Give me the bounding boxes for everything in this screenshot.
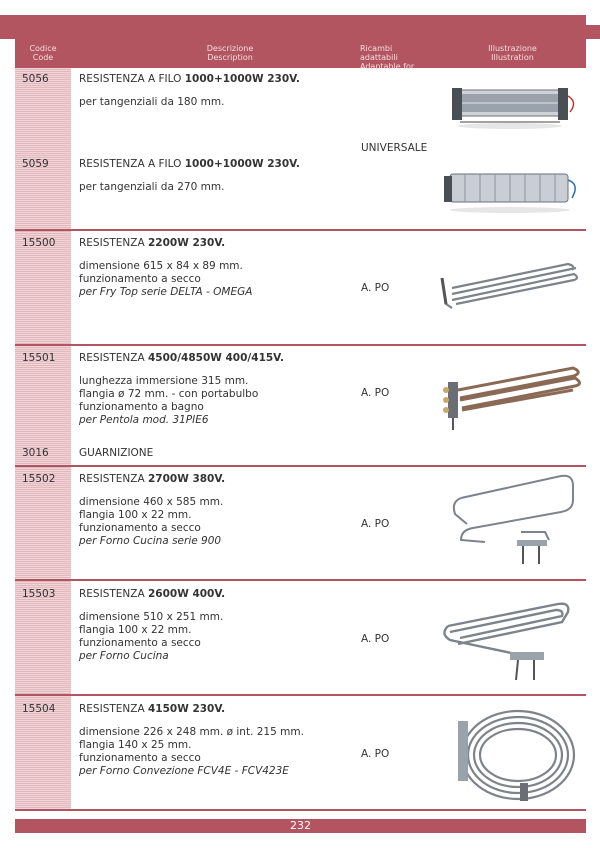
item-line: per tangenziali da 180 mm. xyxy=(79,96,225,108)
wire-heater-270-illustration xyxy=(440,164,585,216)
page-footer xyxy=(15,819,586,833)
header-code-en: Code xyxy=(32,53,54,62)
header-code xyxy=(15,44,71,62)
item-title xyxy=(79,237,354,250)
item-usage-text: per Forno Cucina xyxy=(79,650,169,662)
top-band xyxy=(0,15,600,39)
header-desc-it: Descrizione xyxy=(206,44,254,53)
title-bold: 4150W 230V. xyxy=(147,703,226,715)
item-line: funzionamento a secco xyxy=(79,637,201,649)
item-line: flangia 140 x 25 mm. xyxy=(79,739,192,751)
title-bold: 4500/4850W 400/415V. xyxy=(147,352,284,364)
title-prefix: RESISTENZA xyxy=(79,237,148,249)
item-line: dimensione 226 x 248 mm. ø int. 215 mm. xyxy=(79,726,304,738)
item-title: GUARNIZIONE xyxy=(79,447,154,459)
item-code: 3016 xyxy=(22,447,49,459)
row-separator xyxy=(15,465,586,467)
adaptable-for: A. PO xyxy=(361,748,390,760)
item-usage-text: per Pentola mod. 31PIE6 xyxy=(79,414,209,426)
item-line: dimensione 510 x 251 mm. xyxy=(79,611,224,623)
immersion-heater-illustration xyxy=(438,360,586,432)
item-usage xyxy=(79,286,354,299)
fry-top-heater-illustration xyxy=(438,258,583,318)
item-code: 15504 xyxy=(22,703,56,715)
title-prefix: RESISTENZA xyxy=(79,352,148,364)
item-code: 5056 xyxy=(22,73,49,85)
wire-heater-180-illustration xyxy=(440,84,580,132)
item-description xyxy=(79,588,354,663)
oven-heater-illustration xyxy=(438,596,586,686)
item-usage xyxy=(79,414,354,427)
header-ill-en: Illustration xyxy=(491,53,534,62)
title-bold: 2700W 380V. xyxy=(147,473,226,485)
title-prefix: RESISTENZA xyxy=(79,473,148,485)
title-prefix: RESISTENZA A FILO xyxy=(79,73,185,85)
header-ric-it: Ricambi adattabili xyxy=(360,44,398,62)
title-bold: 1000+1000W 230V. xyxy=(184,158,300,170)
row-separator xyxy=(15,809,586,811)
item-code: 15502 xyxy=(22,473,56,485)
item-usage-text: per Forno Convezione FCV4E - FCV423E xyxy=(79,765,289,777)
row-separator xyxy=(15,229,586,231)
item-usage-text: per Forno Cucina serie 900 xyxy=(79,535,222,547)
item-line: flangia 100 x 22 mm. xyxy=(79,624,192,636)
item-line: per tangenziali da 270 mm. xyxy=(79,181,225,193)
header-description xyxy=(115,44,345,62)
item-description xyxy=(79,447,354,460)
item-title xyxy=(79,588,354,601)
adaptable-for: A. PO xyxy=(361,633,390,645)
item-code: 15503 xyxy=(22,588,56,600)
title-prefix: RESISTENZA xyxy=(79,703,148,715)
page-number: 232 xyxy=(290,819,311,832)
title-prefix: RESISTENZA xyxy=(79,588,148,600)
circular-convection-heater-illustration xyxy=(448,703,580,803)
item-line: flangia ø 72 mm. - con portabulbo xyxy=(79,388,259,400)
item-line: dimensione 615 x 84 x 89 mm. xyxy=(79,260,243,272)
item-title xyxy=(79,158,354,171)
adaptable-for: A. PO xyxy=(361,518,390,530)
item-line: dimensione 460 x 585 mm. xyxy=(79,496,224,508)
item-line: funzionamento a secco xyxy=(79,522,201,534)
item-description xyxy=(79,237,354,299)
title-bold: 2200W 230V. xyxy=(147,237,226,249)
top-band-notch xyxy=(586,15,600,25)
row-separator xyxy=(15,344,586,346)
table-header xyxy=(15,39,586,71)
adaptable-for: A. PO xyxy=(361,387,390,399)
item-usage xyxy=(79,535,354,548)
item-code: 15501 xyxy=(22,352,56,364)
header-ric-en: Adaptable for xyxy=(360,62,415,71)
item-description xyxy=(79,703,354,778)
item-line: funzionamento a secco xyxy=(79,273,201,285)
header-illustration xyxy=(465,44,560,62)
item-code: 5059 xyxy=(22,158,49,170)
item-code: 15500 xyxy=(22,237,56,249)
item-usage xyxy=(79,650,354,663)
item-line: funzionamento a bagno xyxy=(79,401,204,413)
item-title xyxy=(79,703,354,716)
title-bold: 2600W 400V. xyxy=(147,588,226,600)
item-usage-text: per Fry Top serie DELTA - OMEGA xyxy=(79,286,253,298)
item-description xyxy=(79,352,354,427)
title-bold: 1000+1000W 230V. xyxy=(184,73,300,85)
row-separator xyxy=(15,694,586,696)
item-line: flangia 100 x 22 mm. xyxy=(79,509,192,521)
item-title xyxy=(79,73,354,86)
header-adaptable xyxy=(360,44,430,71)
adaptable-for: A. PO xyxy=(361,282,390,294)
adaptable-for: UNIVERSALE xyxy=(361,142,428,154)
item-usage xyxy=(79,765,354,778)
item-title xyxy=(79,352,354,365)
item-line: funzionamento a secco xyxy=(79,752,201,764)
item-description xyxy=(79,473,354,548)
title-prefix: RESISTENZA A FILO xyxy=(79,158,185,170)
item-description xyxy=(79,158,354,194)
item-title xyxy=(79,473,354,486)
row-separator xyxy=(15,579,586,581)
item-line: lunghezza immersione 315 mm. xyxy=(79,375,249,387)
code-column-stripe xyxy=(15,68,71,810)
header-ill-it: Illustrazione xyxy=(488,44,537,53)
header-code-it: Codice xyxy=(29,44,57,53)
oven-heater-900-illustration xyxy=(445,470,580,570)
header-desc-en: Description xyxy=(207,53,253,62)
item-description xyxy=(79,73,354,109)
